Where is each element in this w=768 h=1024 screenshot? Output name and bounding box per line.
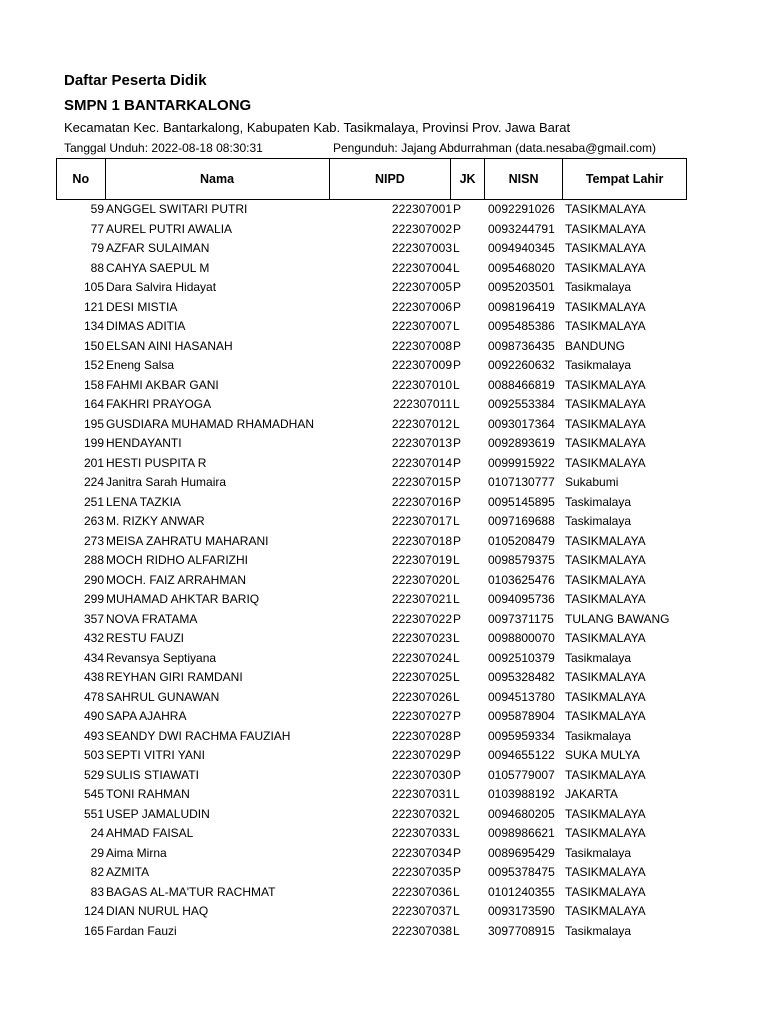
table-row	[0, 512, 768, 532]
table-row	[0, 746, 768, 766]
table-row	[0, 298, 768, 318]
cell-nama: SEPTI VITRI YANI	[106, 748, 205, 762]
cell-nisn: 0092553384	[488, 397, 555, 411]
cell-nisn: 0095145895	[488, 494, 555, 509]
cell-nisn: 0093244791	[488, 221, 555, 236]
cell-no: 490	[83, 709, 104, 723]
cell-no: 158	[83, 377, 104, 392]
table-row	[0, 337, 768, 357]
cell-jk: L	[453, 826, 460, 840]
cell-nama: Aima Mirna	[106, 845, 167, 860]
cell-no: 551	[83, 806, 104, 821]
cell-no: 224	[83, 475, 104, 489]
cell-nisn: 0103988192	[488, 787, 555, 801]
table-row	[0, 805, 768, 825]
cell-nipd: 222307037	[391, 904, 452, 918]
cell-nipd: 222307016	[391, 494, 452, 509]
cell-nipd: 222307025	[391, 670, 452, 684]
school-name: SMPN 1 BANTARKALONG	[64, 97, 252, 114]
cell-jk: L	[453, 397, 460, 411]
cell-jk: L	[453, 923, 460, 938]
table-row	[0, 395, 768, 415]
table-row	[0, 727, 768, 747]
cell-jk: L	[453, 260, 460, 275]
table-row	[0, 610, 768, 630]
cell-no: 357	[83, 611, 104, 626]
cell-nipd: 222307032	[391, 806, 452, 821]
cell-tempat-lahir: TASIKMALAYA	[565, 767, 646, 782]
cell-nisn: 0099915922	[488, 455, 555, 470]
cell-nama: Fardan Fauzi	[106, 923, 177, 938]
cell-no: 529	[83, 767, 104, 782]
table-row	[0, 785, 768, 805]
cell-nipd: 222307001	[391, 202, 452, 216]
cell-no: 493	[83, 728, 104, 743]
table-row	[0, 356, 768, 376]
column-header-no: No	[57, 159, 106, 200]
cell-tempat-lahir: TULANG BAWANG	[565, 611, 670, 626]
cell-nipd: 222307002	[391, 221, 452, 236]
cell-nisn: 0101240355	[488, 884, 555, 899]
cell-jk: P	[453, 611, 462, 626]
table-row	[0, 883, 768, 903]
cell-tempat-lahir: TASIKMALAYA	[565, 592, 646, 606]
cell-nisn: 0095328482	[488, 670, 555, 684]
cell-nisn: 0095485386	[488, 319, 555, 333]
cell-nisn: 0094940345	[488, 241, 555, 255]
cell-jk: P	[453, 436, 462, 450]
table-row	[0, 707, 768, 727]
cell-nisn: 0092893619	[488, 436, 555, 450]
cell-tempat-lahir: TASIKMALAYA	[565, 241, 646, 255]
cell-nama: AZMITA	[106, 865, 150, 879]
cell-jk: L	[453, 806, 460, 821]
cell-nama: AHMAD FAISAL	[106, 826, 194, 840]
cell-tempat-lahir: TASIKMALAYA	[565, 670, 646, 684]
table-row	[0, 200, 768, 220]
column-header-tempat-lahir: Tempat Lahir	[563, 159, 687, 200]
document-title: Daftar Peserta Didik	[64, 72, 207, 89]
cell-nipd: 222307017	[391, 514, 452, 528]
cell-nama: Eneng Salsa	[106, 358, 175, 372]
cell-nipd: 222307018	[391, 533, 452, 548]
cell-tempat-lahir: TASIKMALAYA	[565, 884, 646, 899]
cell-nipd: 222307035	[391, 865, 452, 879]
table-row	[0, 688, 768, 708]
cell-jk: L	[453, 553, 460, 567]
cell-tempat-lahir: TASIKMALAYA	[565, 806, 646, 821]
cell-nama: LENA TAZKIA	[106, 494, 181, 509]
cell-no: 105	[83, 280, 104, 294]
cell-nama: FAKHRI PRAYOGA	[106, 397, 212, 411]
cell-nisn: 0092291026	[488, 202, 555, 216]
cell-no: 59	[90, 202, 104, 216]
location-line: Kecamatan Kec. Bantarkalong, Kabupaten Kab. Tasikmalaya, Provinsi Prov. Jawa Barat	[64, 120, 571, 135]
cell-tempat-lahir: Tasikmalaya	[565, 280, 632, 294]
cell-nama: TONI RAHMAN	[106, 787, 190, 801]
cell-nipd: 222307026	[391, 689, 452, 704]
cell-no: 438	[83, 670, 104, 684]
table-row	[0, 922, 768, 942]
cell-nisn: 0095468020	[488, 260, 555, 275]
cell-jk: L	[453, 592, 460, 606]
cell-no: 150	[83, 338, 104, 353]
cell-tempat-lahir: Tasikmalaya	[565, 845, 632, 860]
cell-nipd: 222307024	[391, 650, 452, 665]
cell-nipd: 222307036	[391, 884, 452, 899]
table-row	[0, 844, 768, 864]
cell-no: 503	[83, 748, 104, 762]
cell-tempat-lahir: BANDUNG	[565, 338, 626, 353]
cell-nama: ANGGEL SWITARI PUTRI	[106, 202, 248, 216]
table-row	[0, 220, 768, 240]
cell-nisn: 3097708915	[488, 923, 555, 938]
cell-nama: HESTI PUSPITA R	[106, 455, 207, 470]
cell-no: 124	[83, 904, 104, 918]
cell-nisn: 0093173590	[488, 904, 555, 918]
cell-jk: P	[453, 845, 462, 860]
cell-nisn: 0098800070	[488, 631, 555, 645]
cell-tempat-lahir: Tasikmalaya	[565, 923, 632, 938]
cell-nisn: 0107130777	[488, 475, 555, 489]
cell-no: 195	[83, 416, 104, 431]
table-row	[0, 668, 768, 688]
cell-nipd: 222307021	[391, 592, 452, 606]
cell-jk: L	[453, 514, 460, 528]
cell-jk: L	[453, 631, 460, 645]
cell-nipd: 222307012	[391, 416, 452, 431]
cell-no: 432	[83, 631, 104, 645]
cell-nama: Revansya Septiyana	[106, 650, 217, 665]
cell-tempat-lahir: TASIKMALAYA	[565, 533, 646, 548]
cell-tempat-lahir: TASIKMALAYA	[565, 377, 646, 392]
cell-nama: USEP JAMALUDIN	[106, 806, 210, 821]
cell-nipd: 222307014	[391, 455, 452, 470]
cell-no: 121	[83, 299, 104, 314]
cell-jk: L	[453, 904, 460, 918]
cell-no: 24	[90, 826, 104, 840]
cell-jk: L	[453, 241, 460, 255]
cell-nipd: 222307009	[391, 358, 452, 372]
cell-no: 299	[83, 592, 104, 606]
cell-tempat-lahir: TASIKMALAYA	[565, 572, 646, 587]
cell-nisn: 0098579375	[488, 553, 555, 567]
cell-tempat-lahir: TASIKMALAYA	[565, 553, 646, 567]
table-row	[0, 629, 768, 649]
cell-no: 478	[83, 689, 104, 704]
cell-no: 165	[83, 923, 104, 938]
table-row	[0, 454, 768, 474]
cell-tempat-lahir: TASIKMALAYA	[565, 865, 646, 879]
cell-no: 273	[83, 533, 104, 548]
table-row	[0, 824, 768, 844]
cell-tempat-lahir: TASIKMALAYA	[565, 689, 646, 704]
table-row	[0, 590, 768, 610]
downloader-info: Pengunduh: Jajang Abdurrahman (data.nesaba@gmail.com)	[333, 141, 657, 155]
cell-nama: ELSAN AINI HASANAH	[106, 338, 233, 353]
cell-tempat-lahir: Tasikmalaya	[565, 728, 632, 743]
table-row	[0, 376, 768, 396]
cell-nama: BAGAS AL-MA'TUR RACHMAT	[106, 884, 276, 899]
cell-tempat-lahir: TASIKMALAYA	[565, 416, 646, 431]
cell-jk: P	[453, 767, 462, 782]
column-header-nipd: NIPD	[329, 159, 451, 200]
cell-jk: P	[453, 455, 462, 470]
cell-nisn: 0094680205	[488, 806, 555, 821]
cell-tempat-lahir: TASIKMALAYA	[565, 455, 646, 470]
cell-jk: L	[453, 787, 460, 801]
cell-nama: REYHAN GIRI RAMDANI	[106, 670, 243, 684]
cell-tempat-lahir: JAKARTA	[565, 787, 618, 801]
cell-nisn: 0094095736	[488, 592, 555, 606]
cell-nisn: 0098986621	[488, 826, 555, 840]
cell-no: 201	[83, 455, 104, 470]
cell-tempat-lahir: Taskimalaya	[565, 514, 632, 528]
cell-tempat-lahir: TASIKMALAYA	[565, 826, 646, 840]
table-row	[0, 259, 768, 279]
table-row	[0, 571, 768, 591]
cell-no: 434	[83, 650, 104, 665]
cell-nipd: 222307003	[391, 241, 452, 255]
cell-jk: L	[453, 884, 460, 899]
cell-nisn: 0097371175	[488, 611, 554, 626]
cell-no: 288	[83, 553, 104, 567]
cell-nama: DIMAS ADITIA	[106, 319, 186, 333]
cell-tempat-lahir: TASIKMALAYA	[565, 631, 646, 645]
cell-nipd: 222307031	[391, 787, 452, 801]
cell-no: 79	[90, 241, 104, 255]
table-row	[0, 473, 768, 493]
cell-nipd: 222307030	[391, 767, 452, 782]
cell-no: 545	[83, 787, 104, 801]
table-row	[0, 649, 768, 669]
header-row	[57, 159, 687, 200]
cell-jk: P	[453, 475, 462, 489]
cell-no: 199	[83, 436, 104, 450]
cell-tempat-lahir: TASIKMALAYA	[565, 299, 646, 314]
cell-jk: L	[453, 377, 460, 392]
cell-nama: HENDAYANTI	[106, 436, 182, 450]
cell-nipd: 222307022	[391, 611, 452, 626]
cell-nisn: 0088466819	[488, 377, 555, 392]
table-row	[0, 278, 768, 298]
cell-no: 263	[83, 514, 104, 528]
cell-nama: M. RIZKY ANWAR	[106, 514, 205, 528]
cell-nipd: 222307038	[391, 923, 452, 938]
cell-no: 164	[83, 397, 104, 411]
cell-nipd: 222307011	[392, 397, 452, 411]
cell-tempat-lahir: Sukabumi	[565, 475, 619, 489]
cell-nipd: 222307034	[391, 845, 452, 860]
cell-nama: DIAN NURUL HAQ	[106, 904, 209, 918]
cell-tempat-lahir: TASIKMALAYA	[565, 260, 646, 275]
cell-tempat-lahir: TASIKMALAYA	[565, 904, 646, 918]
cell-nipd: 222307027	[391, 709, 452, 723]
cell-nama: SULIS STIAWATI	[106, 767, 199, 782]
cell-nipd: 222307033	[391, 826, 452, 840]
table-row	[0, 317, 768, 337]
cell-tempat-lahir: Tasikmalaya	[565, 358, 632, 372]
cell-nisn: 0093017364	[488, 416, 555, 431]
cell-jk: P	[453, 748, 462, 762]
table-row	[0, 863, 768, 883]
cell-nisn: 0098196419	[488, 299, 555, 314]
cell-nisn: 0103625476	[488, 572, 555, 587]
cell-jk: P	[453, 358, 462, 372]
cell-no: 77	[90, 221, 104, 236]
table-row	[0, 766, 768, 786]
cell-no: 290	[83, 572, 104, 587]
table-header	[56, 158, 687, 200]
cell-jk: L	[453, 416, 460, 431]
cell-jk: P	[453, 728, 462, 743]
cell-nisn: 0097169688	[488, 514, 555, 528]
table-row	[0, 434, 768, 454]
cell-nipd: 222307015	[391, 475, 452, 489]
table-row	[0, 532, 768, 552]
cell-nama: Janitra Sarah Humaira	[106, 475, 227, 489]
column-header-jk: JK	[451, 159, 485, 200]
cell-no: 82	[90, 865, 104, 879]
cell-nama: FAHMI AKBAR GANI	[106, 377, 219, 392]
download-date: Tanggal Unduh: 2022-08-18 08:30:31	[64, 141, 263, 155]
cell-nipd: 222307029	[391, 748, 452, 762]
cell-jk: P	[453, 494, 462, 509]
cell-jk: P	[453, 709, 462, 723]
cell-nama: MUHAMAD AHKTAR BARIQ	[106, 592, 260, 606]
cell-tempat-lahir: TASIKMALAYA	[565, 202, 646, 216]
cell-no: 29	[90, 845, 104, 860]
cell-jk: P	[453, 299, 462, 314]
cell-nama: AUREL PUTRI AWALIA	[106, 221, 233, 236]
cell-jk: P	[453, 221, 462, 236]
cell-nama: RESTU FAUZI	[106, 631, 185, 645]
cell-nisn: 0089695429	[488, 845, 555, 860]
cell-nama: MOCH RIDHO ALFARIZHI	[106, 553, 249, 567]
cell-tempat-lahir: SUKA MULYA	[565, 748, 640, 762]
cell-nisn: 0098736435	[488, 338, 555, 353]
cell-jk: P	[453, 533, 462, 548]
cell-nama: SAHRUL GUNAWAN	[106, 689, 220, 704]
cell-tempat-lahir: TASIKMALAYA	[565, 436, 646, 450]
cell-nama: MEISA ZAHRATU MAHARANI	[106, 533, 269, 548]
cell-nisn: 0094513780	[488, 689, 555, 704]
table-row	[0, 493, 768, 513]
cell-nama: NOVA FRATAMA	[106, 611, 198, 626]
cell-jk: L	[453, 689, 460, 704]
cell-tempat-lahir: TASIKMALAYA	[565, 397, 646, 411]
cell-no: 251	[83, 494, 104, 509]
cell-jk: P	[453, 338, 462, 353]
cell-nisn: 0095378475	[488, 865, 555, 879]
cell-tempat-lahir: TASIKMALAYA	[565, 709, 646, 723]
cell-nipd: 222307020	[391, 572, 452, 587]
cell-nipd: 222307008	[391, 338, 452, 353]
cell-nisn: 0095878904	[488, 709, 555, 723]
cell-nisn: 0105208479	[488, 533, 555, 548]
cell-nama: AZFAR SULAIMAN	[106, 241, 210, 255]
cell-nipd: 222307006	[391, 299, 452, 314]
cell-tempat-lahir: Taskimalaya	[565, 494, 632, 509]
cell-nipd: 222307013	[391, 436, 452, 450]
cell-nisn: 0092260632	[488, 358, 555, 372]
cell-no: 152	[83, 358, 104, 372]
cell-tempat-lahir: Tasikmalaya	[565, 650, 632, 665]
cell-nipd: 222307010	[391, 377, 452, 392]
cell-nama: Dara Salvira Hidayat	[106, 280, 217, 294]
cell-nama: SAPA AJAHRA	[106, 709, 187, 723]
table-row	[0, 551, 768, 571]
cell-nisn: 0092510379	[488, 650, 555, 665]
cell-nipd: 222307004	[391, 260, 452, 275]
cell-nipd: 222307007	[391, 319, 452, 333]
cell-no: 83	[90, 884, 104, 899]
cell-jk: L	[453, 650, 460, 665]
table-row	[0, 239, 768, 259]
cell-nama: DESI MISTIA	[106, 299, 178, 314]
cell-nama: MOCH. FAIZ ARRAHMAN	[106, 572, 247, 587]
cell-no: 88	[90, 260, 104, 275]
cell-nama: SEANDY DWI RACHMA FAUZIAH	[106, 728, 291, 743]
cell-nipd: 222307028	[391, 728, 452, 743]
cell-nama: GUSDIARA MUHAMAD RHAMADHAN	[106, 416, 315, 431]
cell-jk: P	[453, 202, 462, 216]
cell-jk: P	[453, 865, 462, 879]
cell-jk: L	[453, 319, 460, 333]
cell-nama: CAHYA SAEPUL M	[106, 260, 210, 275]
cell-nisn: 0095959334	[488, 728, 555, 743]
cell-jk: P	[453, 280, 462, 294]
table-row	[0, 415, 768, 435]
cell-jk: L	[453, 670, 460, 684]
cell-nipd: 222307019	[391, 553, 452, 567]
cell-nipd: 222307023	[391, 631, 452, 645]
cell-nipd: 222307005	[391, 280, 452, 294]
cell-nisn: 0095203501	[488, 280, 555, 294]
student-list	[0, 200, 768, 941]
cell-nisn: 0094655122	[488, 748, 555, 762]
cell-tempat-lahir: TASIKMALAYA	[565, 319, 646, 333]
column-header-nisn: NISN	[484, 159, 562, 200]
table-row	[0, 902, 768, 922]
cell-nisn: 0105779007	[488, 767, 555, 782]
column-header-nama: Nama	[105, 159, 329, 200]
cell-tempat-lahir: TASIKMALAYA	[565, 221, 646, 236]
cell-no: 134	[83, 319, 104, 333]
cell-jk: L	[453, 572, 460, 587]
